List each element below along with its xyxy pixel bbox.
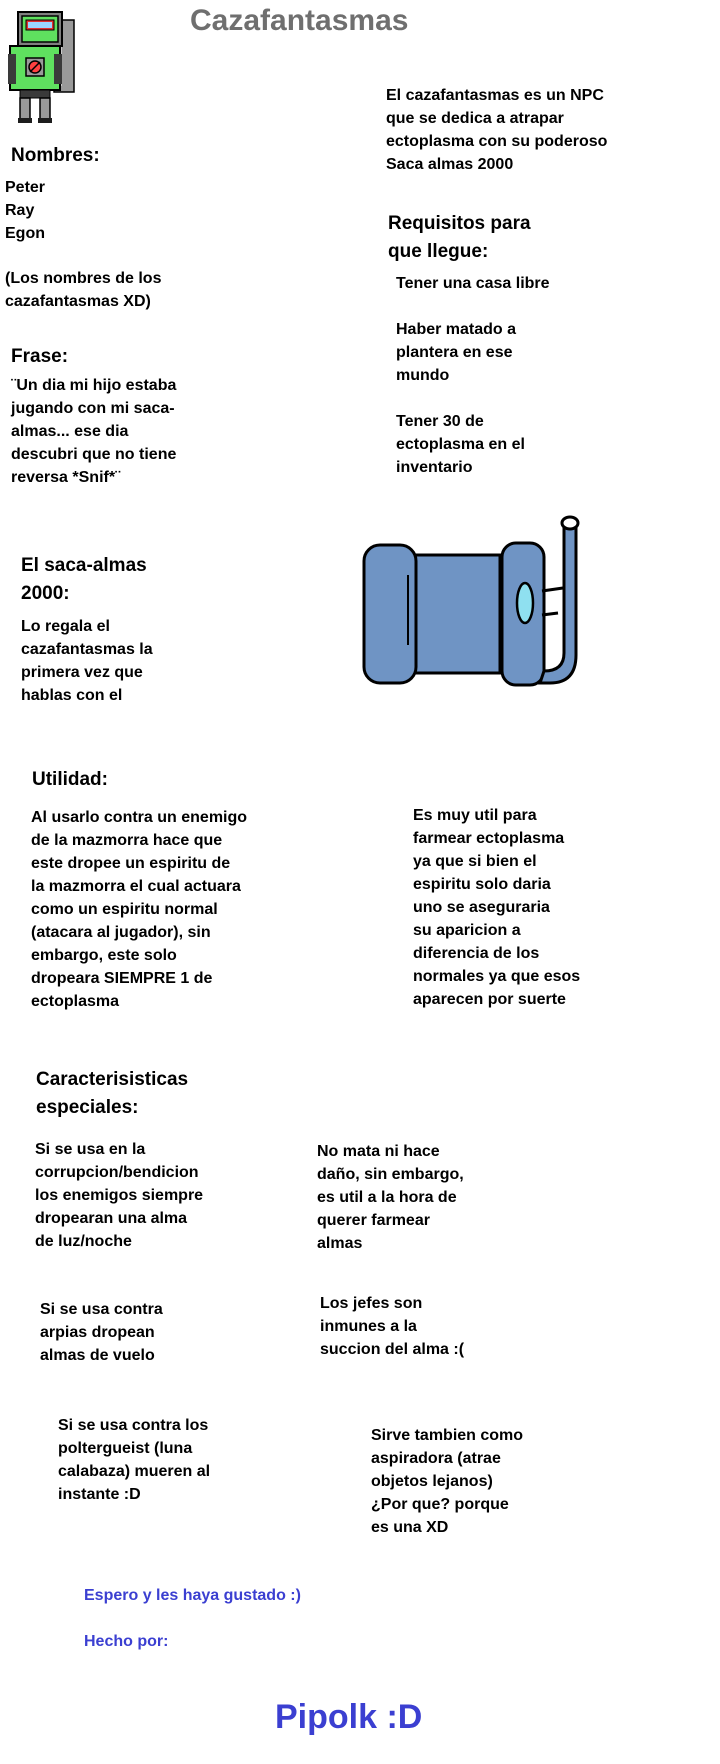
page-title: Cazafantasmas — [190, 4, 409, 37]
soul-sucker-2000-illustration — [360, 515, 590, 710]
thanks-text: Espero y les haya gustado :) — [84, 1587, 301, 1604]
phrase-text: ¨Un dia mi hijo estaba jugando con mi saca- almas... ese dia descubri que no tiene reversa *Snif*¨ — [11, 377, 177, 486]
feature-item: Si se usa en la corrupcion/bendicion los enemigos siempre dropearan una alma de luz/noche — [35, 1141, 204, 1250]
names-list: Peter Ray Egon — [5, 179, 46, 242]
feature-item: Si se usa contra los poltergueist (luna calabaza) mueren al instante :D — [58, 1417, 211, 1503]
utility-left-text: Al usarlo contra un enemigo de la mazmorra hace que este dropee un espiritu de la mazmorra el cual actuara como un espiritu normal (atacara al jugador), sin embargo, este solo dropeara SIEMPRE 1 de ectoplasma — [31, 809, 248, 1010]
feature-item: Sirve tambien como aspiradora (atrae objetos lejanos) ¿Por que? porque es una XD — [371, 1427, 524, 1536]
utility-right-text: Es muy util para farmear ectoplasma ya que si bien el espiritu solo daria uno se aseguraria su aparicion a diferencia de los normales ya que esos aparecen por suerte — [413, 807, 581, 1008]
requirements-heading: Requisitos para que llegue: — [388, 213, 531, 262]
requirement-item: Tener una casa libre — [396, 275, 550, 292]
author-name: Pipolk :D — [275, 1698, 423, 1736]
feature-item: No mata ni hace daño, sin embargo, es util a la hora de querer farmear almas — [317, 1143, 464, 1252]
ghostbuster-npc-sprite — [8, 6, 80, 124]
requirement-item: Tener 30 de ectoplasma en el inventario — [396, 413, 525, 476]
features-heading: Caracterisisticas especiales: — [36, 1069, 189, 1118]
made-by-label: Hecho por: — [84, 1633, 169, 1650]
intro-text: El cazafantasmas es un NPC que se dedica a atrapar ectoplasma con su poderoso Saca almas 2000 — [386, 87, 608, 173]
names-heading: Nombres: — [11, 145, 100, 166]
soul-sucker-heading: El saca-almas 2000: — [21, 555, 147, 604]
soul-sucker-text: Lo regala el cazafantasmas la primera vez que hablas con el — [21, 618, 153, 704]
phrase-heading: Frase: — [11, 346, 69, 367]
utility-heading: Utilidad: — [32, 769, 108, 790]
requirement-item: Haber matado a plantera en ese mundo — [396, 321, 517, 384]
feature-item: Si se usa contra arpias dropean almas de vuelo — [40, 1301, 163, 1364]
feature-item: Los jefes son inmunes a la succion del alma :( — [320, 1295, 465, 1358]
names-note: (Los nombres de los cazafantasmas XD) — [5, 270, 162, 310]
